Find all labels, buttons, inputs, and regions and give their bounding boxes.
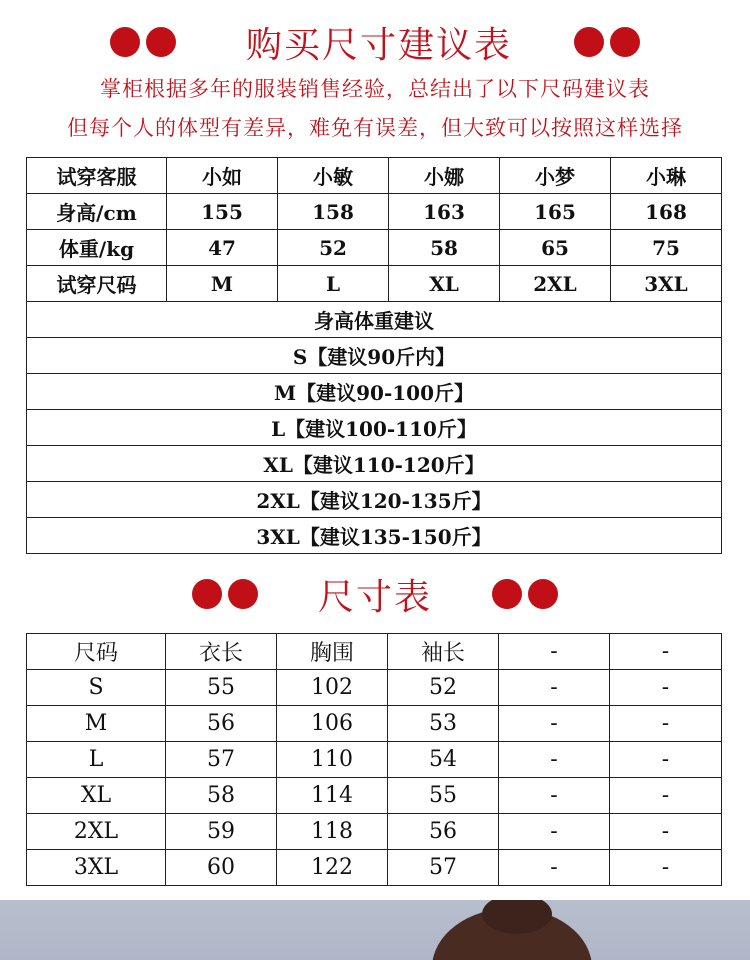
intro-line-2: 但每个人的体型有差异，难免有误差，但大致可以按照这样选择 <box>67 116 683 140</box>
table-cell: 58 <box>389 230 500 266</box>
recommendation-row <box>27 482 722 518</box>
table-cell: L <box>27 742 166 778</box>
fit-table <box>26 157 722 554</box>
table-row <box>27 194 722 230</box>
header-cell: - <box>610 634 722 670</box>
red-dot-icon <box>110 27 140 57</box>
size-table <box>26 633 722 886</box>
header-cell: 小娜 <box>389 158 500 194</box>
table-cell: - <box>610 778 722 814</box>
header-cell: 尺码 <box>27 634 166 670</box>
table-cell: 体重/kg <box>27 230 167 266</box>
red-dot-icon <box>492 579 522 609</box>
table-cell: - <box>610 814 722 850</box>
left-dots-decoration <box>110 27 176 57</box>
table-cell: M <box>167 266 278 302</box>
header-cell: 小敏 <box>278 158 389 194</box>
table-cell: - <box>610 850 722 886</box>
table-cell: 55 <box>388 778 499 814</box>
table-cell: 65 <box>500 230 611 266</box>
table-cell: XL <box>27 778 166 814</box>
table-cell: 60 <box>166 850 277 886</box>
header-cell: 衣长 <box>166 634 277 670</box>
right-dots-decoration <box>574 27 640 57</box>
section-title-row <box>0 20 750 64</box>
recommendation-row <box>27 410 722 446</box>
table-cell: XL <box>389 266 500 302</box>
table-cell: M <box>27 706 166 742</box>
recommendation-cell: S【建议90斤内】 <box>27 338 722 374</box>
header-cell: 胸围 <box>277 634 388 670</box>
table-cell: 122 <box>277 850 388 886</box>
table-cell: - <box>610 706 722 742</box>
table-cell: - <box>610 670 722 706</box>
table-cell: 163 <box>389 194 500 230</box>
recommend-title: 身高体重建议 <box>27 302 722 338</box>
table-cell: - <box>499 814 610 850</box>
table-cell: 59 <box>166 814 277 850</box>
recommend-title-row <box>27 302 722 338</box>
recommendation-cell: M【建议90-100斤】 <box>27 374 722 410</box>
size-table-title: 尺寸表 <box>317 576 432 618</box>
table-cell: 168 <box>611 194 722 230</box>
recommendation-row <box>27 518 722 554</box>
red-dot-icon <box>610 27 640 57</box>
table-cell: 158 <box>278 194 389 230</box>
table-cell: 47 <box>167 230 278 266</box>
red-dot-icon <box>146 27 176 57</box>
table-cell: 56 <box>166 706 277 742</box>
table-cell: S <box>27 670 166 706</box>
red-dot-icon <box>228 579 258 609</box>
header-cell: - <box>499 634 610 670</box>
table-row <box>27 850 722 886</box>
table-cell: 114 <box>277 778 388 814</box>
table-cell: 165 <box>500 194 611 230</box>
header-cell: 小琳 <box>611 158 722 194</box>
header-cell: 小如 <box>167 158 278 194</box>
red-dot-icon <box>574 27 604 57</box>
recommendation-cell: L【建议100-110斤】 <box>27 410 722 446</box>
table-row <box>27 706 722 742</box>
table-cell: 55 <box>166 670 277 706</box>
table-cell: - <box>499 670 610 706</box>
table-cell: - <box>499 706 610 742</box>
section-title-row <box>0 574 750 618</box>
table-cell: 试穿尺码 <box>27 266 167 302</box>
table-row <box>27 230 722 266</box>
red-dot-icon <box>192 579 222 609</box>
header-cell: 袖长 <box>388 634 499 670</box>
table-cell: - <box>499 850 610 886</box>
page-title: 购买尺寸建议表 <box>245 24 512 66</box>
table-cell: 110 <box>277 742 388 778</box>
table-cell: 3XL <box>611 266 722 302</box>
table-cell: 54 <box>388 742 499 778</box>
right-dots-decoration <box>492 579 558 609</box>
table-cell: - <box>610 742 722 778</box>
table-cell: 52 <box>388 670 499 706</box>
recommendation-cell: XL【建议110-120斤】 <box>27 446 722 482</box>
table-cell: 58 <box>166 778 277 814</box>
recommendation-cell: 3XL【建议135-150斤】 <box>27 518 722 554</box>
table-cell: 106 <box>277 706 388 742</box>
recommendation-row <box>27 338 722 374</box>
table-cell: 3XL <box>27 850 166 886</box>
recommendation-cell: 2XL【建议120-135斤】 <box>27 482 722 518</box>
header-cell: 试穿客服 <box>27 158 167 194</box>
table-row <box>27 742 722 778</box>
table-cell: 53 <box>388 706 499 742</box>
table-row <box>27 670 722 706</box>
table-cell: 155 <box>167 194 278 230</box>
table-cell: 2XL <box>500 266 611 302</box>
intro-line-1: 掌柜根据多年的服装销售经验，总结出了以下尺码建议表 <box>100 77 650 101</box>
table-cell: 56 <box>388 814 499 850</box>
table-cell: 57 <box>388 850 499 886</box>
recommendation-row <box>27 374 722 410</box>
left-dots-decoration <box>192 579 258 609</box>
table-row <box>27 778 722 814</box>
table-cell: - <box>499 742 610 778</box>
table-cell: 75 <box>611 230 722 266</box>
table-cell: L <box>278 266 389 302</box>
table-row <box>27 814 722 850</box>
model-photo <box>0 900 750 960</box>
table-cell: 52 <box>278 230 389 266</box>
table-header-row <box>27 634 722 670</box>
table-cell: - <box>499 778 610 814</box>
red-dot-icon <box>528 579 558 609</box>
table-cell: 57 <box>166 742 277 778</box>
table-cell: 102 <box>277 670 388 706</box>
header-cell: 小梦 <box>500 158 611 194</box>
table-cell: 身高/cm <box>27 194 167 230</box>
table-cell: 2XL <box>27 814 166 850</box>
table-cell: 118 <box>277 814 388 850</box>
table-header-row <box>27 158 722 194</box>
recommendation-row <box>27 446 722 482</box>
table-row <box>27 266 722 302</box>
